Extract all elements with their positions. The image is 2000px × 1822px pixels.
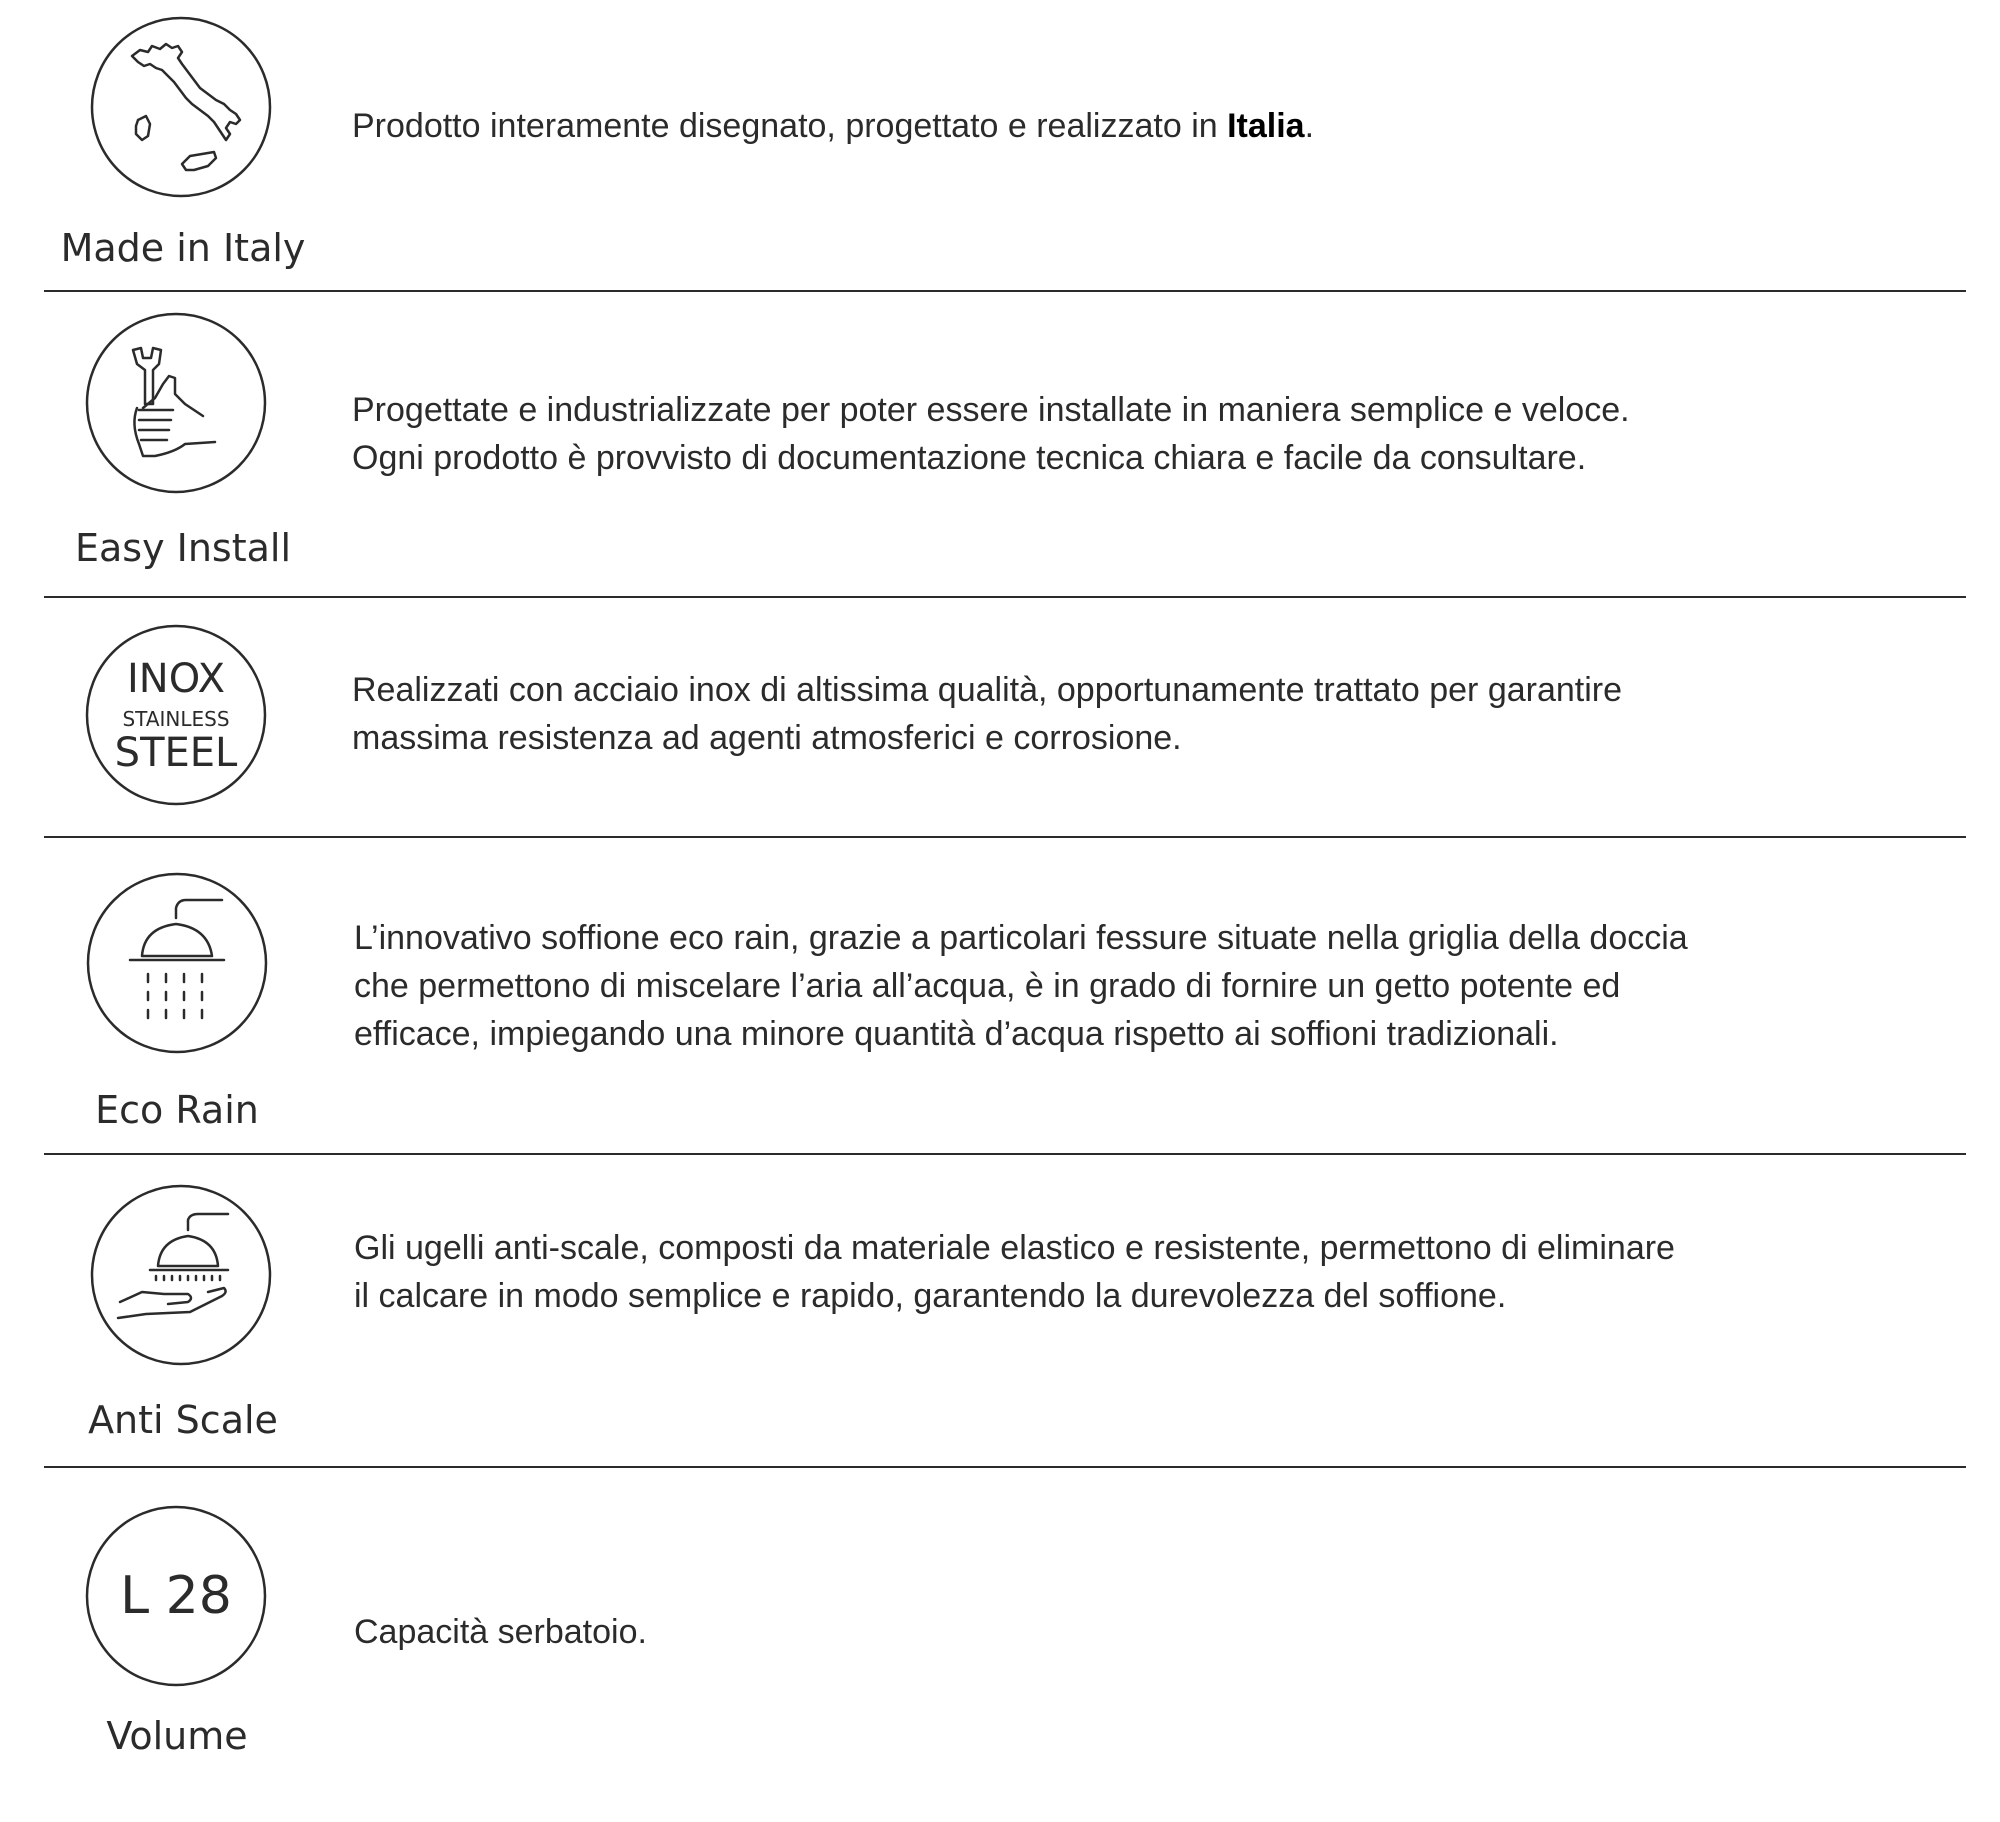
feature-label: Easy Install (74, 526, 292, 570)
divider (44, 836, 1966, 838)
feature-description: Capacità serbatoio. (354, 1613, 647, 1651)
feature-label: Made in Italy (60, 226, 306, 270)
feature-label: Volume (106, 1714, 248, 1758)
shower-head-hand-icon (90, 1184, 272, 1366)
feature-description: Realizzati con acciaio inox di altissima qualità, opportunamente trattato per garantire massima resistenza ad agenti atmosferici e corrosione. (352, 671, 1623, 757)
italy-map-icon (90, 16, 272, 198)
divider (44, 290, 1966, 292)
feature-label: Eco Rain (95, 1088, 259, 1132)
feature-description: Prodotto interamente disegnato, progettato e realizzato in Italia. (352, 107, 1315, 145)
divider (44, 1466, 1966, 1468)
inox-stainless-steel-icon (85, 624, 267, 806)
icon-text-stainless: STAINLESS (122, 707, 230, 731)
feature-description: Progettate e industrializzate per poter essere installate in maniera semplice e veloce. Ogni prodotto è provvisto di documentazione tecnica chiara e facile da consultare. (352, 391, 1630, 477)
volume-capacity-icon (85, 1505, 267, 1687)
icon-text-capacity: L 28 (120, 1566, 232, 1626)
divider (44, 1153, 1966, 1155)
icon-text-steel: STEEL (114, 730, 238, 776)
feature-description: Gli ugelli anti-scale, composti da materiale elastico e resistente, permettono di eliminare il calcare in modo semplice e rapido, garantendo la durevolezza del soffione. (354, 1229, 1675, 1315)
icon-text-inox: INOX (126, 656, 226, 702)
shower-head-rain-icon (86, 872, 268, 1054)
divider (44, 596, 1966, 598)
feature-label: Anti Scale (88, 1398, 278, 1442)
feature-description: L’innovativo soffione eco rain, grazie a particolari fessure situate nella griglia della doccia che permettono di miscelare l’aria all’acqua, è in grado di fornire un getto potente ed efficace, impiegando una minore quantità d’acqua rispetto ai soffioni tradizionali. (354, 919, 1688, 1053)
wrench-thumbs-up-icon (85, 312, 267, 494)
highlight-italia: Italia (1227, 107, 1305, 145)
